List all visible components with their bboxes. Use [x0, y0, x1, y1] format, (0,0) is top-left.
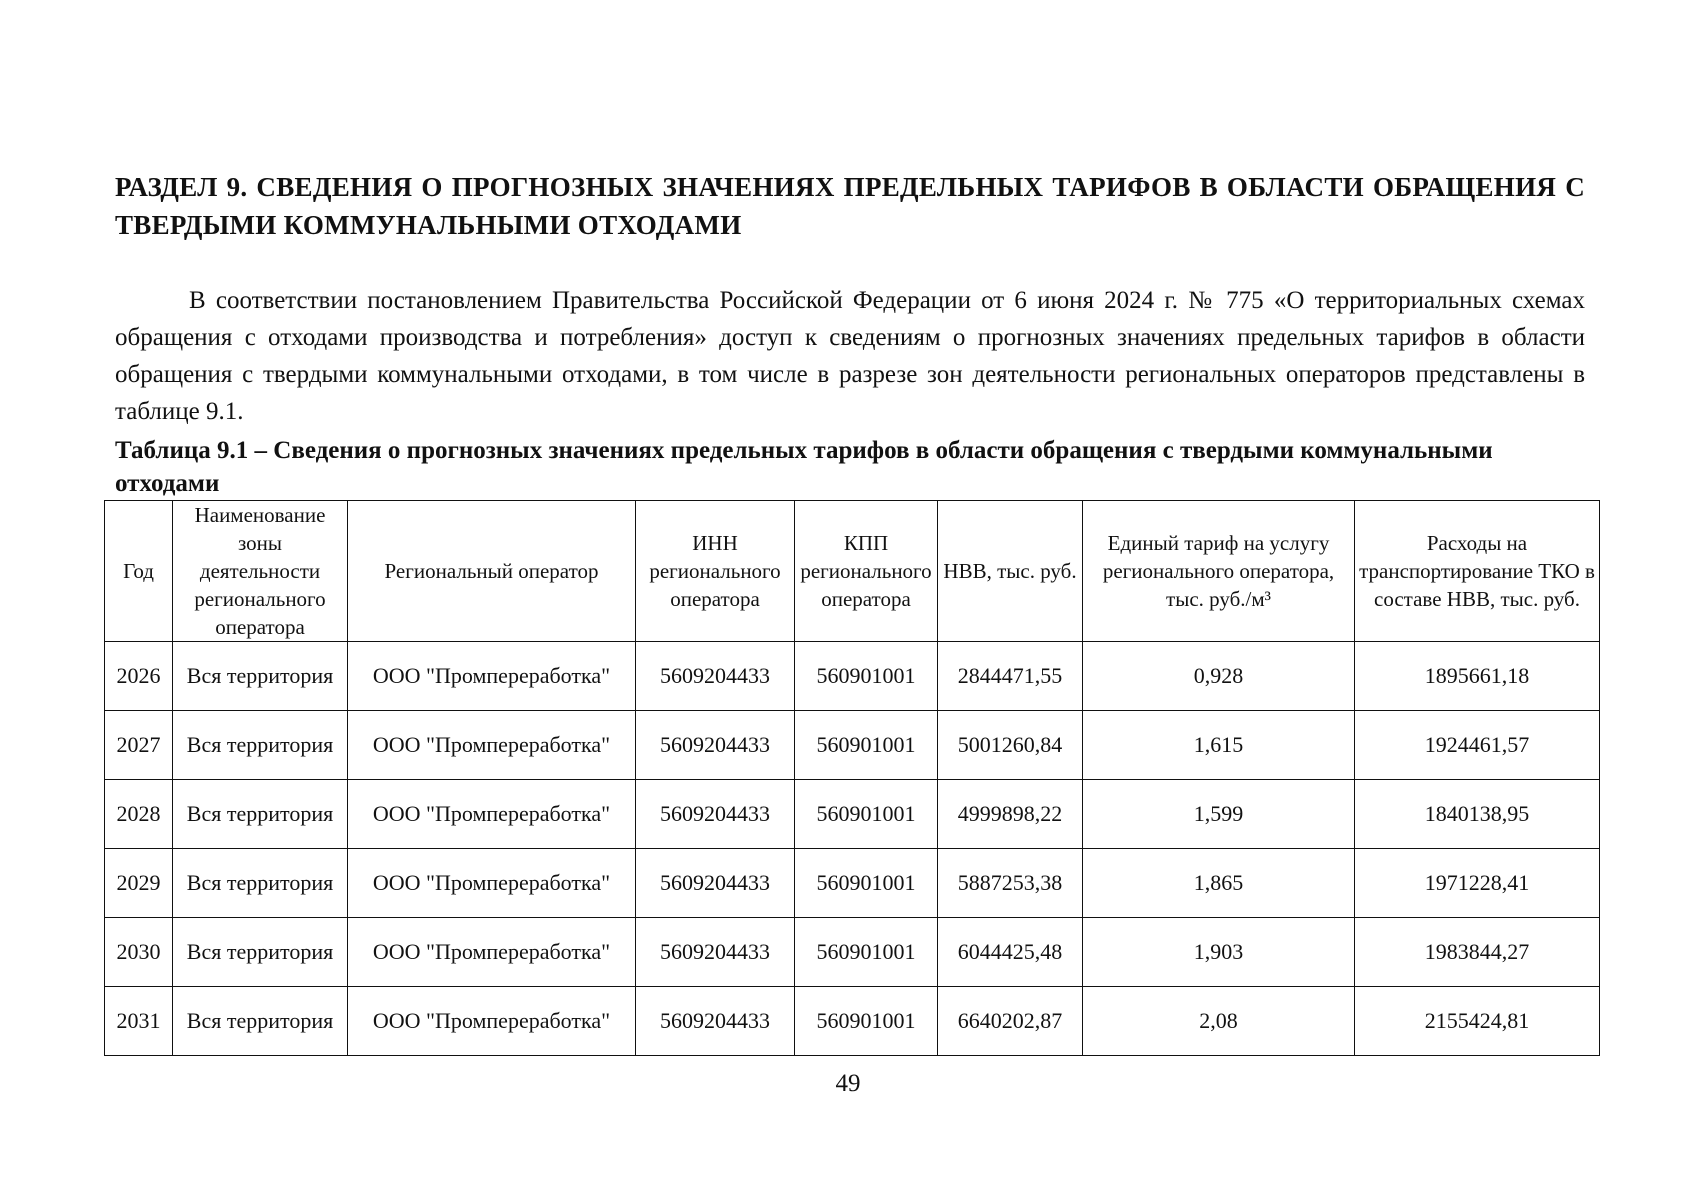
table-row: [105, 849, 1600, 918]
cell-zone: Вся территория: [173, 711, 348, 780]
cell-year: 2026: [105, 642, 173, 711]
cell-year: 2031: [105, 987, 173, 1056]
cell-year: 2029: [105, 849, 173, 918]
cell-inn: 5609204433: [636, 780, 795, 849]
section-title: РАЗДЕЛ 9. СВЕДЕНИЯ О ПРОГНОЗНЫХ ЗНАЧЕНИЯХ ПРЕДЕЛЬНЫХ ТАРИФОВ В ОБЛАСТИ ОБРАЩЕНИЯ С ТВЕРДЫМИ КОММУНАЛЬНЫМИ ОТХОДАМИ: [115, 172, 1585, 240]
cell-operator: ООО "Промпереработка": [348, 918, 636, 987]
header-zone: Наименование зоны деятельности регионального оператора: [173, 501, 348, 642]
table-caption: Таблица 9.1 – Сведения о прогнозных значениях предельных тарифов в области обращения с твердыми коммунальными отходами: [115, 437, 1493, 497]
cell-kpp: 560901001: [795, 987, 938, 1056]
header-tariff: Единый тариф на услугу регионального оператора, тыс. руб./м³: [1083, 501, 1355, 642]
cell-kpp: 560901001: [795, 711, 938, 780]
cell-kpp: 560901001: [795, 849, 938, 918]
cell-transport-costs: 1924461,57: [1355, 711, 1600, 780]
cell-year: 2027: [105, 711, 173, 780]
cell-operator: ООО "Промпереработка": [348, 849, 636, 918]
cell-inn: 5609204433: [636, 642, 795, 711]
cell-zone: Вся территория: [173, 918, 348, 987]
cell-tariff: 2,08: [1083, 987, 1355, 1056]
cell-zone: Вся территория: [173, 849, 348, 918]
cell-kpp: 560901001: [795, 780, 938, 849]
header-transport-costs: Расходы на транспортирование ТКО в составе НВВ, тыс. руб.: [1355, 501, 1600, 642]
cell-nvv: 2844471,55: [938, 642, 1083, 711]
cell-tariff: 0,928: [1083, 642, 1355, 711]
cell-zone: Вся территория: [173, 780, 348, 849]
tariff-table: [104, 500, 1600, 1056]
cell-transport-costs: 2155424,81: [1355, 987, 1600, 1056]
cell-nvv: 5887253,38: [938, 849, 1083, 918]
cell-transport-costs: 1983844,27: [1355, 918, 1600, 987]
intro-paragraph: В соответствии постановлением Правительства Российской Федерации от 6 июня 2024 г. № 775 «О территориальных схемах обращения с отходами производства и потребления» доступ к сведениям о прогнозных значениях предельных тарифов в области обращения с твердыми коммунальными отходами, в том числе в разрезе зон деятельности региональных операторов представлены в таблице 9.1.: [115, 287, 1585, 425]
cell-tariff: 1,865: [1083, 849, 1355, 918]
table-row: [105, 642, 1600, 711]
cell-transport-costs: 1971228,41: [1355, 849, 1600, 918]
cell-operator: ООО "Промпереработка": [348, 780, 636, 849]
cell-tariff: 1,615: [1083, 711, 1355, 780]
cell-inn: 5609204433: [636, 987, 795, 1056]
table-row: [105, 987, 1600, 1056]
table-row: [105, 711, 1600, 780]
cell-inn: 5609204433: [636, 918, 795, 987]
header-kpp: КПП регионального оператора: [795, 501, 938, 642]
cell-inn: 5609204433: [636, 849, 795, 918]
page-number: 49: [835, 1070, 861, 1097]
table-row: [105, 918, 1600, 987]
cell-nvv: 4999898,22: [938, 780, 1083, 849]
cell-nvv: 5001260,84: [938, 711, 1083, 780]
cell-year: 2028: [105, 780, 173, 849]
header-operator: Региональный оператор: [348, 501, 636, 642]
cell-transport-costs: 1840138,95: [1355, 780, 1600, 849]
cell-operator: ООО "Промпереработка": [348, 642, 636, 711]
cell-tariff: 1,903: [1083, 918, 1355, 987]
cell-operator: ООО "Промпереработка": [348, 987, 636, 1056]
cell-kpp: 560901001: [795, 642, 938, 711]
cell-nvv: 6044425,48: [938, 918, 1083, 987]
header-inn: ИНН регионального оператора: [636, 501, 795, 642]
cell-year: 2030: [105, 918, 173, 987]
table-header-row: [105, 501, 1600, 642]
cell-tariff: 1,599: [1083, 780, 1355, 849]
cell-nvv: 6640202,87: [938, 987, 1083, 1056]
cell-transport-costs: 1895661,18: [1355, 642, 1600, 711]
cell-zone: Вся территория: [173, 642, 348, 711]
cell-kpp: 560901001: [795, 918, 938, 987]
cell-zone: Вся территория: [173, 987, 348, 1056]
cell-inn: 5609204433: [636, 711, 795, 780]
cell-operator: ООО "Промпереработка": [348, 711, 636, 780]
header-nvv: НВВ, тыс. руб.: [938, 501, 1083, 642]
header-year: Год: [105, 501, 173, 642]
table-row: [105, 780, 1600, 849]
